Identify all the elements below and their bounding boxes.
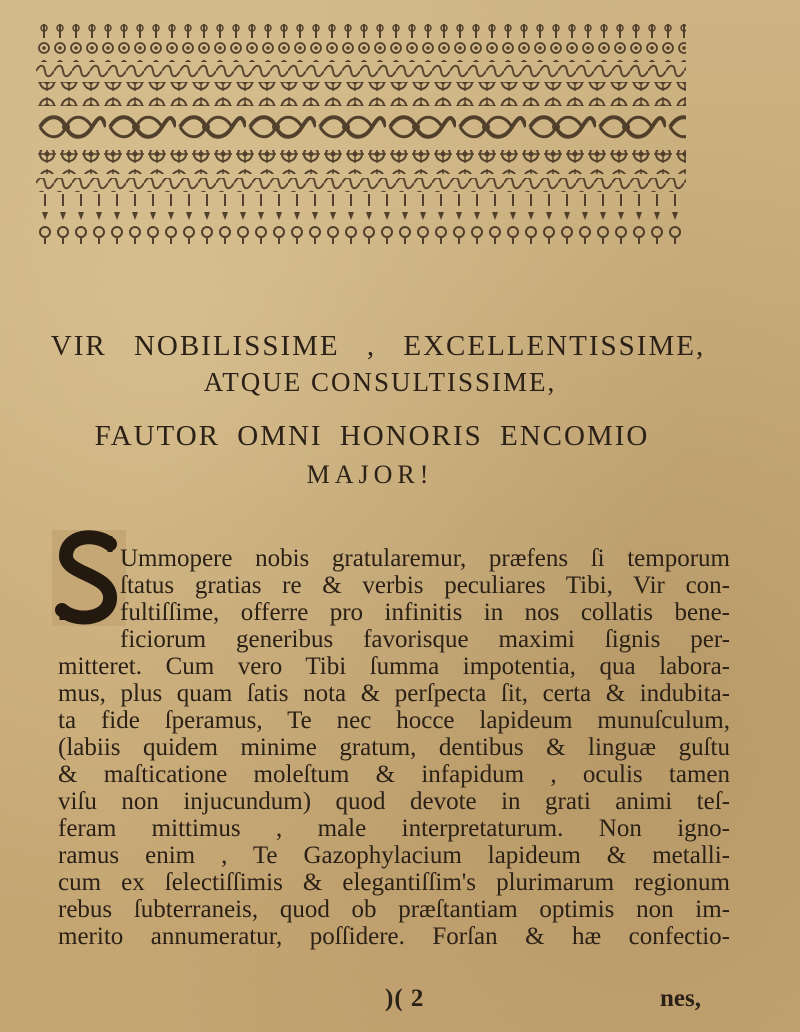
ornamental-header-band [36,22,686,272]
text-line: fultiſſime, offerre pro infinitis in nos collatis bene- [120,599,730,626]
text-line: (labiis quidem minime gratum, dentibus & linguæ guſtu [58,734,730,761]
dedication-line-2: ATQUE CONSULTISSIME, [203,367,557,397]
text-line: feram mittimus , male interpretaturum. Non igno- [58,815,730,842]
text-line: mitteret. Cum vero Tibi ſumma impotentia, qua labora- [58,653,730,680]
text-line: cum ex ſelectiſſimis & elegantiſſim's plurimarum regionum [58,869,730,896]
body-paragraph [58,545,730,950]
dedication-line-4: MAJOR! [306,460,434,489]
text-line: ſtatus gratias re & verbis peculiares Tibi, Vir con- [120,572,730,599]
text-line: Ummopere nobis gratularemur, præfens ſi temporum [120,545,730,572]
text-line: ramus enim , Te Gazophylacium lapideum & metalli- [58,842,730,869]
text-line: merito annumeratur, poſſidere. Forſan & hæ confectio- [58,923,730,950]
text-line: & maſticatione moleſtum & infapidum , oculis tamen [58,761,730,788]
text-line: mus, plus quam ſatis nota & perſpecta ſit, certa & indubita- [58,680,730,707]
dedication-line-3: FAUTOR OMNI HONORIS ENCOMIO [94,420,650,452]
text-line: ta fide ſperamus, Te nec hocce lapideum munuſculum, [58,707,730,734]
text-line: rebus ſubterraneis, quod ob præſtantiam optimis non im- [58,896,730,923]
text-line: ficiorum generibus favorisque maximi ſignis per- [120,626,730,653]
page-footer [0,985,800,1017]
signature-mark: )( 2 [385,985,425,1012]
text-line: viſu non injucundum) quod devote in grati animi teſ- [58,788,730,815]
catchword: nes, [660,985,701,1012]
ornament-pattern [36,22,686,272]
dedication-line-1: VIR NOBILISSIME , EXCELLENTISSIME, [50,330,706,362]
